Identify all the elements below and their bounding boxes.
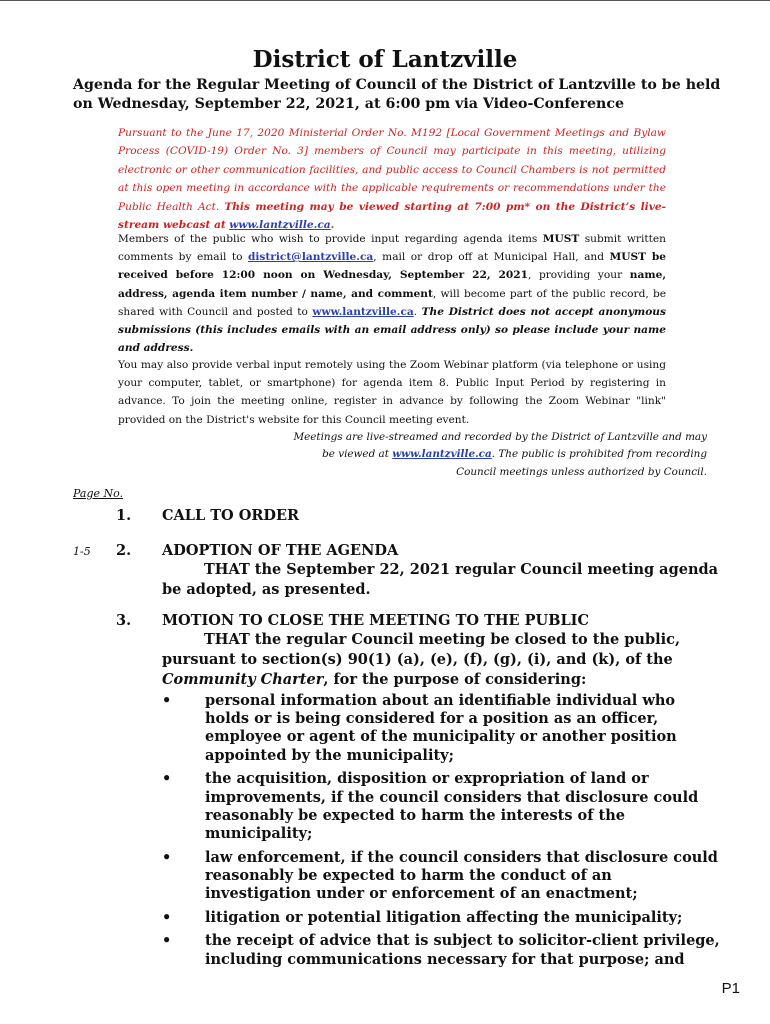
anonymous-warning: The District does not accept anonymous submissions (this includes emails with an email address only) so please include your name and address. <box>118 305 666 355</box>
item-2-motion <box>162 560 722 600</box>
list-item <box>162 909 722 927</box>
bullet-text: law enforcement, if the council considers that disclosure could reasonably be expected to harm the conduct of an investigation under or enforcement of an enactment; <box>205 848 718 903</box>
bullet-icon: • <box>162 692 172 709</box>
input-text-4: , providing your <box>527 269 623 282</box>
notice-website-link[interactable]: www.lantzville.ca <box>229 219 331 232</box>
item-3-number: 3. <box>116 612 132 629</box>
list-item <box>162 849 722 904</box>
district-email-link[interactable]: district@lantzville.ca <box>247 251 374 264</box>
note-website-link[interactable]: www.lantzville.ca <box>392 448 492 461</box>
item-3-motion <box>162 630 722 690</box>
notice-end: . <box>330 219 335 232</box>
bullet-icon: • <box>162 932 172 950</box>
list-item <box>162 932 722 968</box>
input-text-1: Members of the public who wish to provide input regarding agenda items <box>118 233 538 245</box>
input-text-5: , will become part of the public record, be shared with Council and posted to <box>118 287 666 318</box>
agenda-subtitle: Agenda for the Regular Meeting of Council of the District of Lantzville to be held on Wednesday, September 22, 2021, at 6:00 pm via Video-Conference <box>73 77 721 112</box>
note-text-2: . The public is prohibited from recording Council meetings unless authorized by Council. <box>456 448 707 478</box>
bullet-text: the acquisition, disposition or expropriation of land or improvements, if the council considers that disclosure could reasonably be expected to harm the interests of the municipality; <box>205 770 699 842</box>
notice-bold-text: This meeting may be viewed starting at 7:00 pm* on the District’s live-stream webcast at <box>118 200 666 232</box>
item-3-heading: MOTION TO CLOSE THE MEETING TO THE PUBLIC <box>162 612 589 629</box>
note-text-1: Meetings are live-streamed and recorded by the District of Lantzville and may be viewed at <box>293 431 707 461</box>
input-text-6: . <box>413 305 418 318</box>
bullet-icon: • <box>162 770 172 788</box>
item-3-motion-end: , for the purpose of considering: <box>323 671 587 688</box>
bullet-text: litigation or potential litigation affecting the municipality; <box>205 908 683 926</box>
bullet-text: the receipt of advice that is subject to solicitor-client privilege, including communications necessary for that purpose; and <box>205 932 720 968</box>
input-deadline: MUST be received before 12:00 noon on Wednesday, September 22, 2021 <box>118 251 666 282</box>
item-1-number: 1. <box>116 507 132 524</box>
item-2-motion-text: THAT the September 22, 2021 regular Council meeting agenda be adopted, as presented. <box>162 561 719 598</box>
page-number: P1 <box>721 980 740 997</box>
input-required-fields: name, address, agenda item number / name, and comment <box>118 269 667 300</box>
notice-italic-text: Pursuant to the June 17, 2020 Ministerial Order No. M192 [Local Government Meetings and Bylaw Process (COVID-19) Order No. 3] members of Council may participate in this meeting, utilizing electronic or other communication facilities, and public access to Council Chambers is not permitted at this open meeting in accordance with the applicable requirements or recommendations under the Public Health Act. <box>118 127 666 213</box>
item-2-number: 2. <box>116 542 132 559</box>
document-title: District of Lantzville <box>252 46 518 73</box>
input-text-3: , mail or drop off at Municipal Hall, and <box>373 251 604 264</box>
item-3-motion-text: THAT the regular Council meeting be closed to the public, pursuant to section(s) 90(1) (a), (e), (f), (g), (i), and (k), of the <box>162 631 680 668</box>
item-2-pages: 1-5 <box>73 545 91 558</box>
item-2-heading: ADOPTION OF THE AGENDA <box>162 542 399 559</box>
bullet-text: personal information about an identifiable individual who holds or is being considered for a position as an officer, employee or agent of the municipality or another position appointed by the municipality; <box>205 692 677 764</box>
closed-meeting-reasons <box>162 692 722 974</box>
covid-notice <box>118 124 666 234</box>
verbal-input-paragraph: You may also provide verbal input remotely using the Zoom Webinar platform (via telephone or using your computer, tablet, or smartphone) for agenda item 8. Public Input Period by registering in advance. To join the meeting online, register in advance by following the Zoom Webinar "link" provided on the District's website for this Council meeting event. <box>118 359 666 426</box>
community-charter: Community Charter <box>162 671 324 688</box>
list-item <box>162 770 722 843</box>
input-website-link[interactable]: www.lantzville.ca <box>312 305 414 318</box>
public-input-paragraph <box>118 230 666 357</box>
list-item <box>162 692 722 765</box>
page-top-border <box>0 0 770 1</box>
input-must-1: MUST <box>542 233 580 245</box>
bullet-icon: • <box>162 848 172 866</box>
bullet-icon: • <box>162 908 172 926</box>
livestream-note <box>287 429 707 481</box>
input-text-2: submit written comments by email to <box>118 233 666 264</box>
item-1-heading: CALL TO ORDER <box>162 507 300 524</box>
page-no-label: Page No. <box>73 487 124 500</box>
